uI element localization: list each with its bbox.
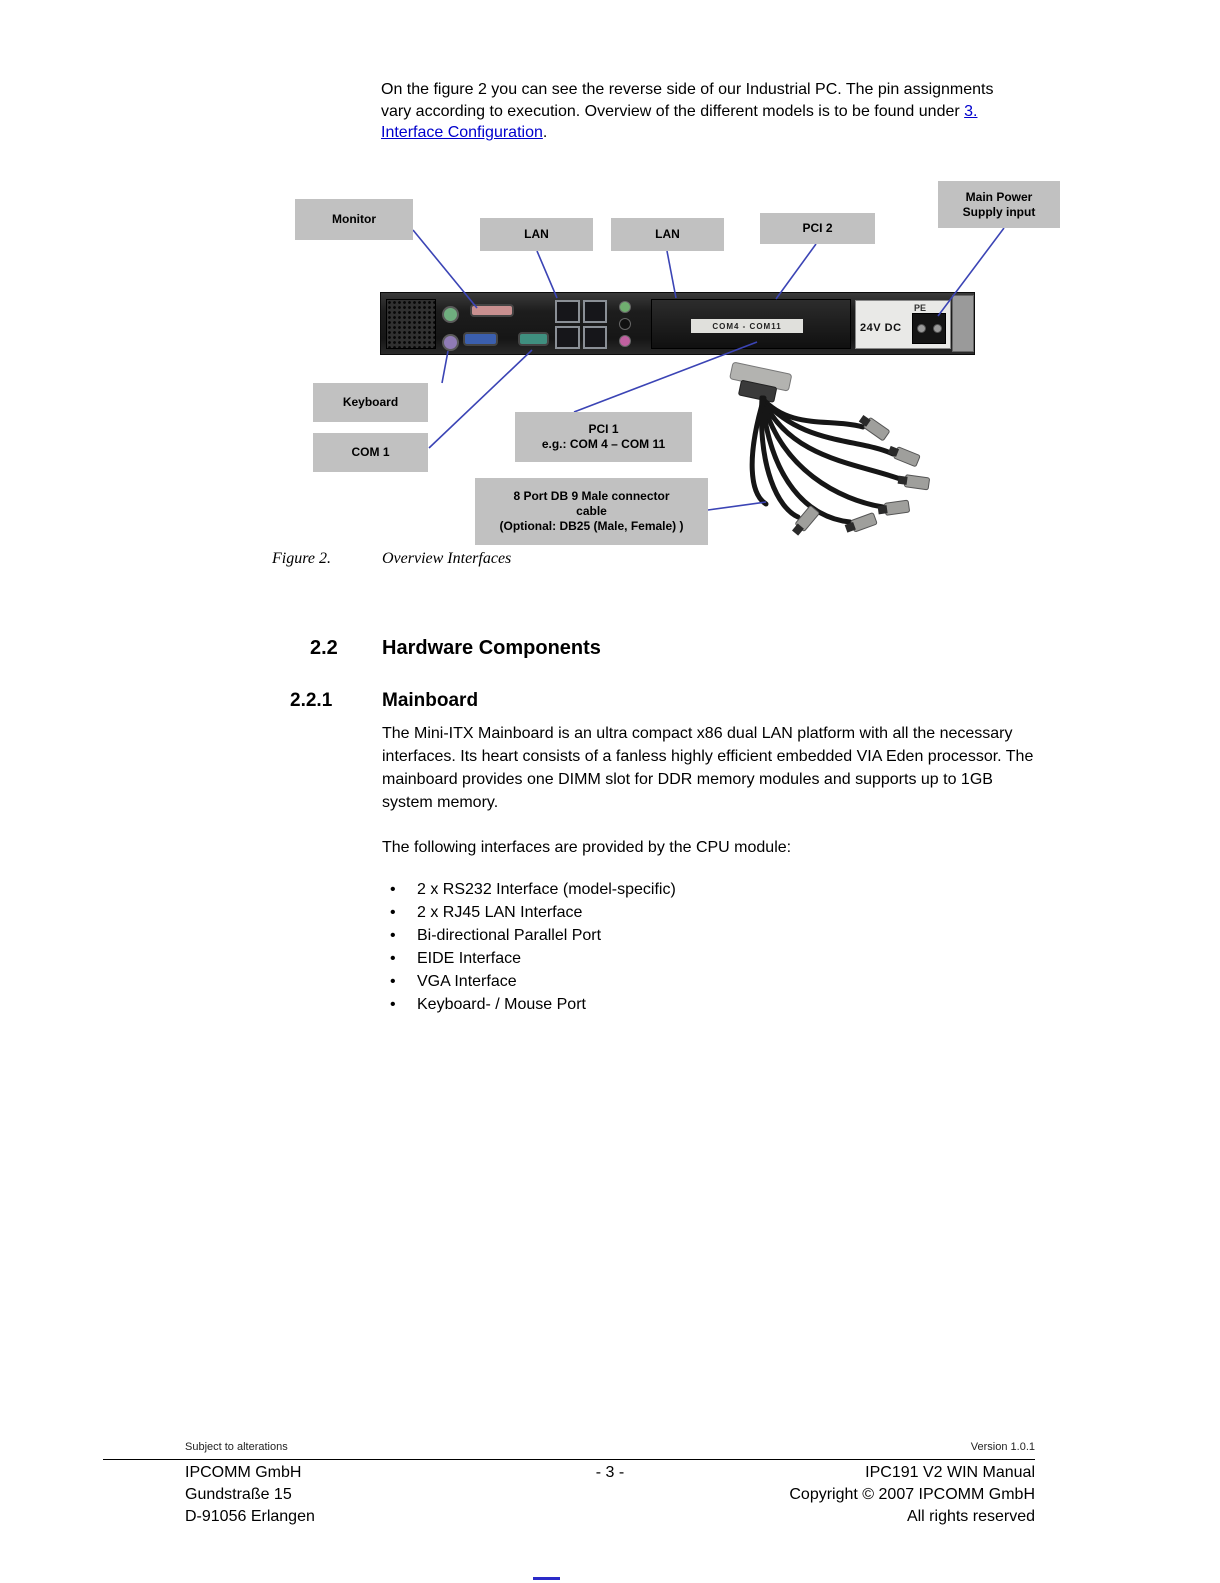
list-item: • EIDE Interface (382, 947, 1002, 970)
parallel-port (470, 304, 514, 317)
footer-divider (103, 1459, 1035, 1460)
section-2-2-1-number: 2.2.1 (290, 690, 333, 711)
db9-connectors (790, 413, 929, 537)
callout-label-main-power (938, 181, 1060, 228)
audio-jack-pink (619, 335, 631, 347)
callout-label-keyboard (313, 383, 428, 422)
callout-label-pci1 (515, 412, 692, 462)
callout-label-monitor (295, 199, 413, 240)
com1-label-text: COM 1 (351, 445, 390, 459)
pci1-line1: PCI 1 (588, 422, 619, 436)
audio-jack-black (619, 318, 631, 330)
vga-port (463, 332, 498, 346)
footer-page-number: - 3 - (595, 1464, 625, 1481)
lan-port-1 (583, 326, 608, 349)
ps2-keyboard-port (442, 334, 459, 351)
figure-caption-text: Overview Interfaces (382, 550, 512, 567)
com-slot-label: COM4 - COM11 (691, 319, 803, 333)
usb-port-2 (555, 326, 580, 349)
section-2-2-title: Hardware Components (382, 637, 601, 659)
power-supply-panel (855, 300, 951, 349)
serial-port (518, 332, 549, 346)
footer-copyright: Copyright © 2007 IPCOMM GmbH (789, 1486, 1035, 1503)
mainboard-paragraph: The Mini-ITX Mainboard is an ultra compact x86 dual LAN platform with all the necessary interfaces. Its heart consists of a fanless highly efficient embedded VIA Eden processor. The mainboard provides one DIMM slot for DDR memory modules and supports up to 1GB system memory. (382, 725, 1034, 811)
list-item: • Bi-directional Parallel Port (382, 924, 1002, 947)
figure-caption-label: Figure 2. (272, 550, 331, 567)
cable-line1: 8 Port DB 9 Male connector (513, 489, 670, 503)
intro-paragraph (381, 79, 1022, 144)
footer-city: D-91056 Erlangen (185, 1508, 315, 1525)
cable-assembly-photo (727, 362, 930, 537)
footer-company: IPCOMM GmbH (185, 1464, 302, 1481)
pci2-label-text: PCI 2 (802, 221, 833, 235)
list-item: • Keyboard- / Mouse Port (382, 993, 1002, 1016)
footer-version: Version 1.0.1 (970, 1441, 1035, 1453)
callout-label-pci2 (760, 213, 875, 244)
cable-line3: (Optional: DB25 (Male, Female) ) (499, 519, 684, 533)
panel-end-cap (952, 295, 974, 352)
pc-rear-panel-photo (380, 292, 975, 355)
lan2-label-text: LAN (655, 227, 680, 241)
intro-text-after: . (542, 124, 548, 141)
page-edge-mark (533, 1577, 560, 1580)
callout-label-lan-1 (480, 218, 593, 251)
main-power-line1: Main Power (965, 189, 1033, 204)
usb-lan-ports (555, 300, 607, 349)
callout-label-lan-2 (611, 218, 724, 251)
cable-line2: cable (576, 504, 607, 518)
vent-grid (386, 299, 436, 349)
footer-rights: All rights reserved (906, 1508, 1035, 1525)
list-item: • 2 x RJ45 LAN Interface (382, 901, 1002, 924)
main-power-line2: Supply input (962, 204, 1036, 219)
footer-street: Gundstraße 15 (185, 1486, 292, 1503)
interface-configuration-link[interactable]: 3. Interface Configuration (381, 102, 978, 141)
list-item: • 2 x RS232 Interface (model-specific) (382, 878, 1002, 901)
monitor-label-text: Monitor (332, 212, 376, 226)
footer-manual-name: IPC191 V2 WIN Manual (865, 1464, 1035, 1481)
section-2-2-1-title: Mainboard (382, 690, 479, 711)
list-item: • VGA Interface (382, 970, 1002, 993)
usb-port (555, 300, 580, 323)
power-voltage-label: 24V DC (860, 322, 902, 334)
interfaces-intro-paragraph: The following interfaces are provided by the CPU module: (382, 839, 792, 856)
power-terminal-block (912, 313, 946, 344)
intro-text-before: On the figure 2 you can see the reverse side of our Industrial PC. The pin assignments vary according to execution. Overview of the different models is to be found under (381, 81, 994, 120)
pci1-line2: e.g.: COM 4 – COM 11 (541, 437, 666, 451)
keyboard-label-text: Keyboard (342, 395, 399, 409)
callout-label-cable (475, 478, 708, 545)
pe-label: PE (913, 303, 926, 313)
audio-jack-green (619, 301, 631, 313)
callout-label-com1 (313, 433, 428, 472)
lan1-label-text: LAN (524, 227, 549, 241)
section-2-2-number: 2.2 (310, 637, 338, 659)
interface-bullet-list (382, 878, 1002, 1016)
lan-port-0 (583, 300, 608, 323)
callout-lines (413, 228, 1004, 510)
ps2-mouse-port (442, 306, 459, 323)
footer-subject-note: Subject to alterations (185, 1441, 288, 1453)
